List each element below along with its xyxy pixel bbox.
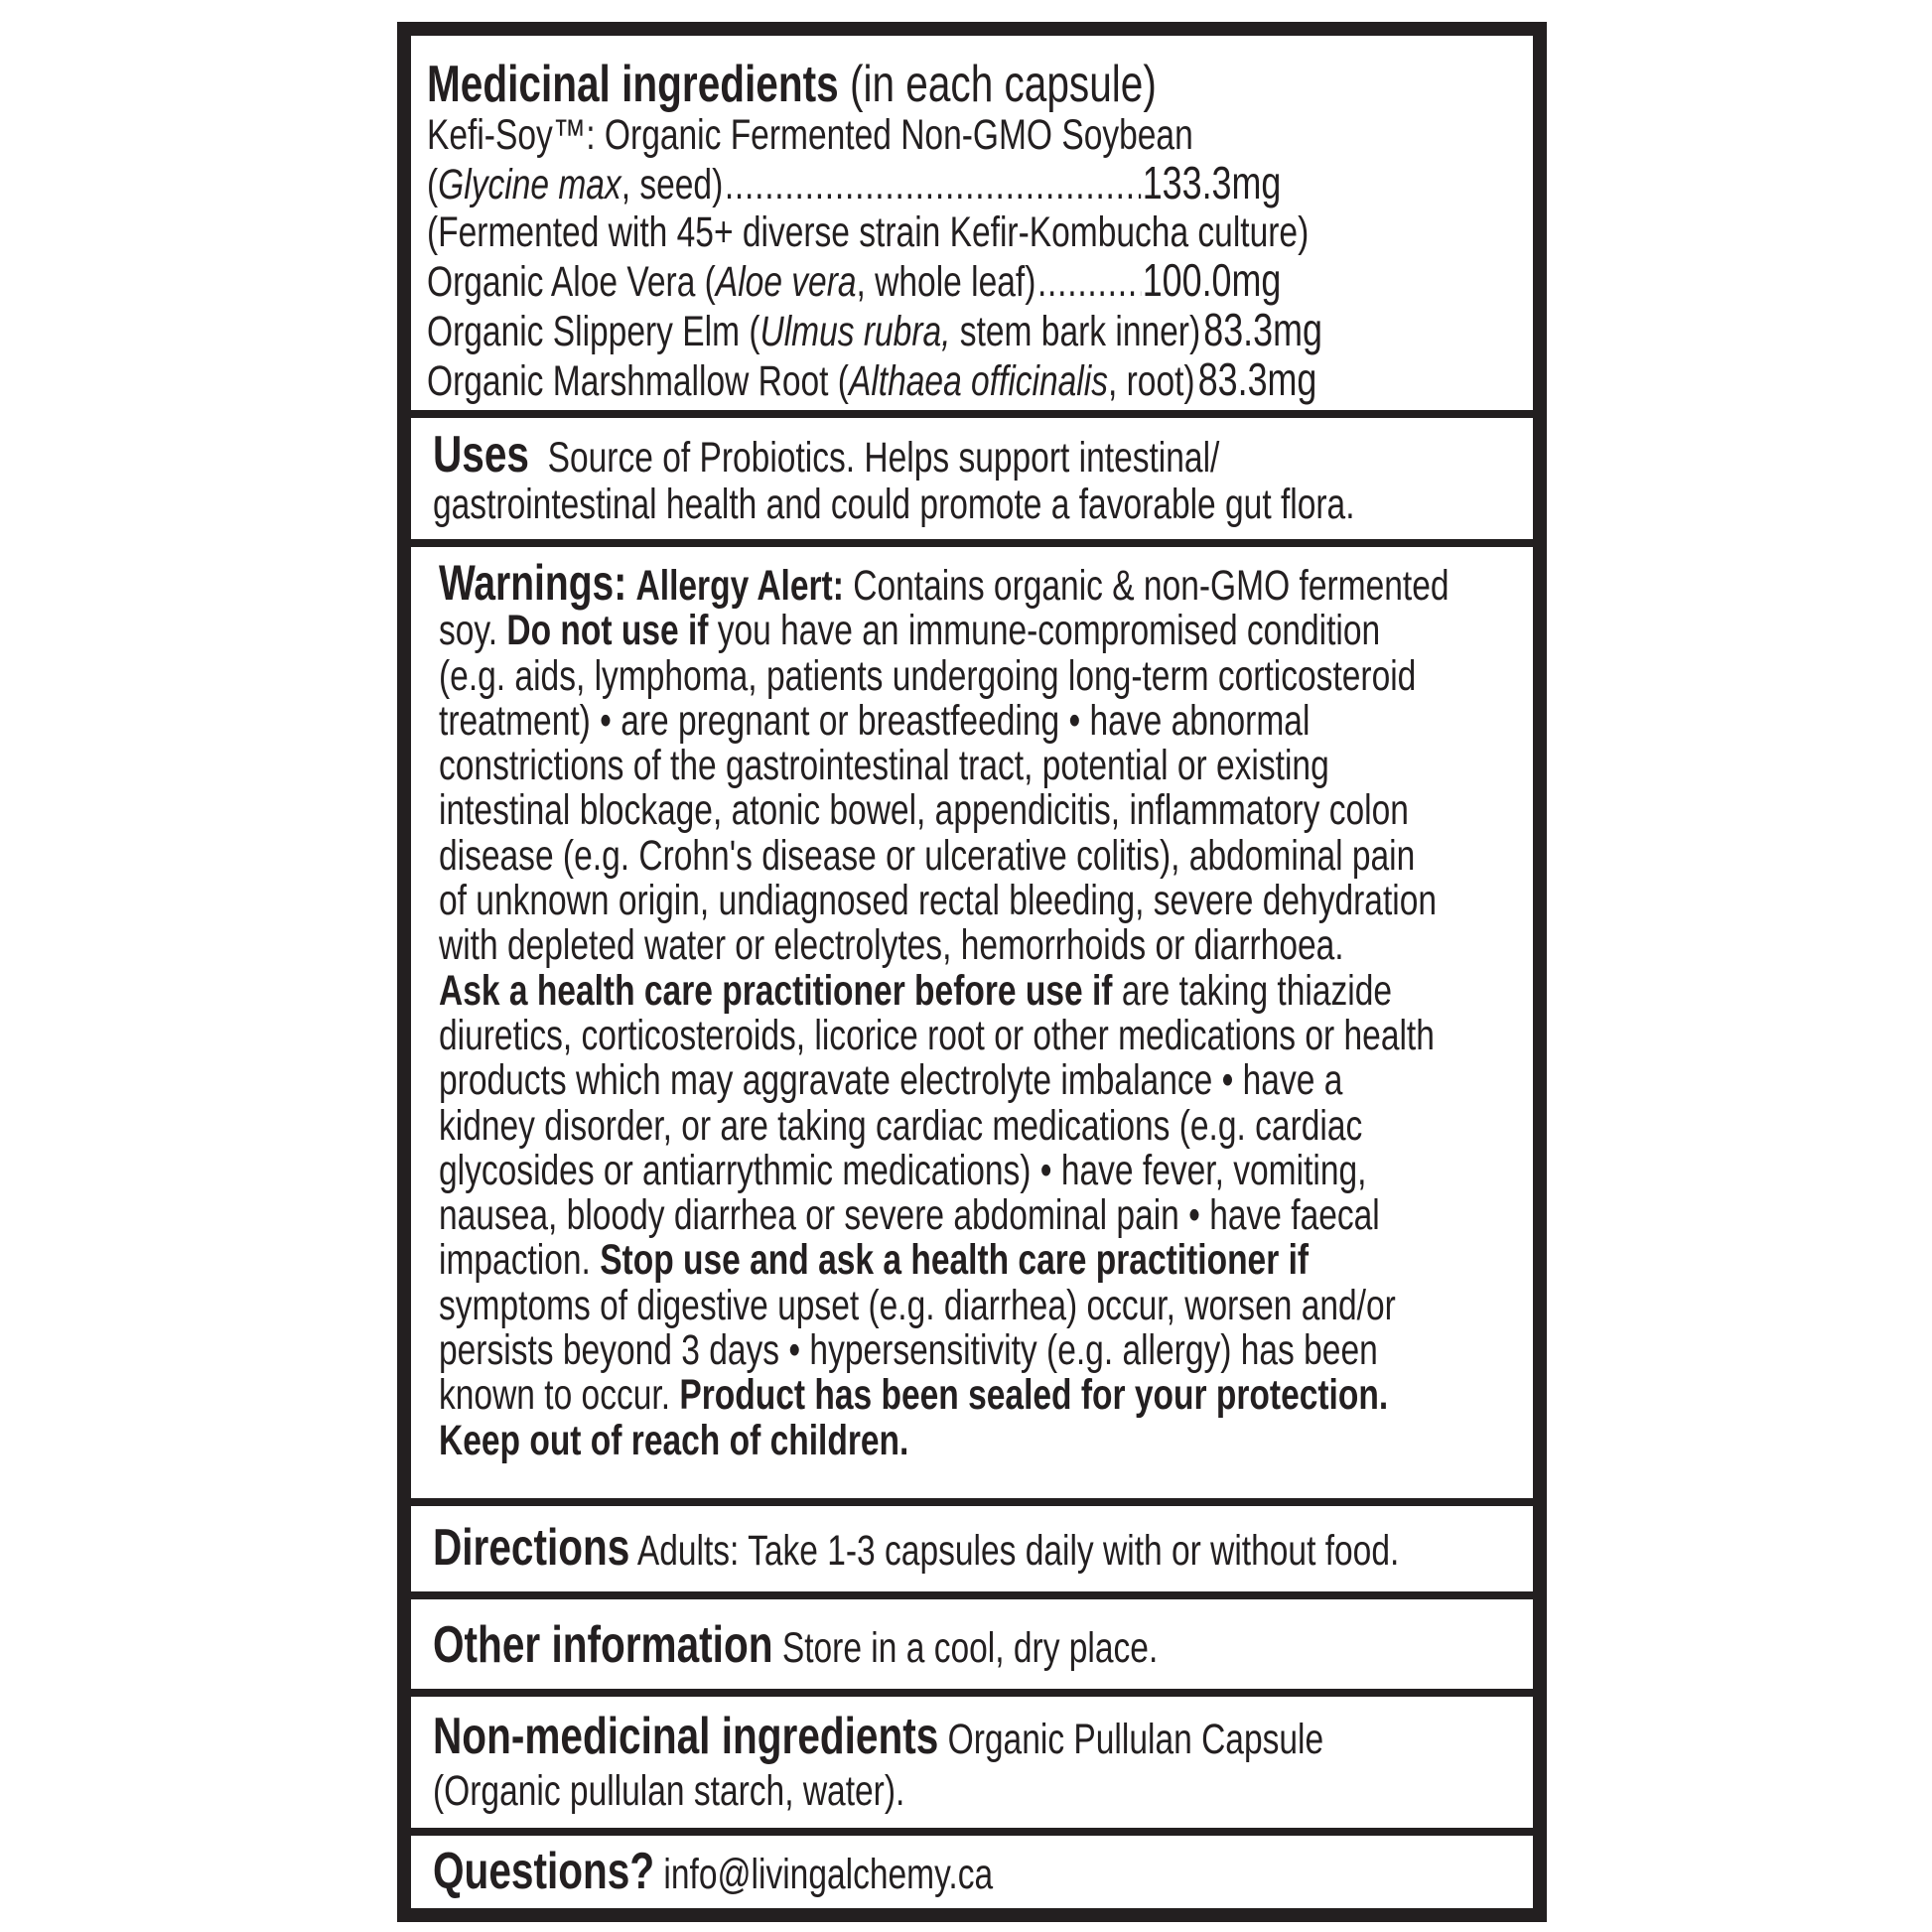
warnings-text: are taking thiazide <box>1121 966 1393 1015</box>
ingredient-row-aloe <box>427 256 1281 306</box>
warnings-line-18: persists beyond 3 days • hypersensitivity (e.g. allergy) has been <box>439 1326 1378 1375</box>
sealed-notice: Product has been sealed for your protection. <box>679 1371 1389 1420</box>
ingredient-part: , whole leaf) <box>856 258 1036 306</box>
uses-text-1: Source of Probiotics. Helps support intestinal/ <box>547 434 1220 482</box>
medicinal-ingredients-panel <box>411 36 1533 410</box>
contact-email[interactable]: info@livingalchemy.ca <box>663 1851 994 1898</box>
kefi-soy-line: Kefi-Soy™: Organic Fermented Non-GMO Soybean <box>427 111 1193 159</box>
uses-line-1 <box>433 426 1517 483</box>
warnings-line-4: treatment) • are pregnant or breastfeeding • have abnormal <box>439 696 1311 745</box>
warnings-line-9: with depleted water or electrolytes, hemorrhoids or diarrhoea. <box>439 921 1344 970</box>
warnings-line-17: symptoms of digestive upset (e.g. diarrhea) occur, worsen and/or <box>439 1281 1396 1329</box>
medicinal-heading-suffix: (in each capsule) <box>849 56 1157 113</box>
ingredient-part: , root) <box>1107 357 1195 405</box>
ingredient-row-marshmallow <box>427 353 1317 405</box>
warnings-line-5: constrictions of the gastrointestinal tract, potential or existing <box>439 742 1329 790</box>
paren: ( <box>427 161 439 208</box>
keep-out-of-reach: Keep out of reach of children. <box>439 1416 909 1464</box>
warnings-heading: Warnings: <box>439 555 627 611</box>
warnings-line-12: products which may aggravate electrolyte imbalance • have a <box>439 1056 1343 1105</box>
directions-panel <box>411 1506 1533 1591</box>
ingredient-amount: 100.0mg <box>1142 254 1282 306</box>
warnings-line-11: diuretics, corticosteroids, licorice root or other medications or health <box>439 1011 1435 1059</box>
other-information-panel <box>411 1599 1533 1689</box>
non-medicinal-heading: Non-medicinal ingredients <box>433 1708 939 1765</box>
non-medicinal-panel <box>411 1697 1533 1828</box>
questions-heading: Questions? <box>433 1843 655 1900</box>
latin-name: Althaea officinalis <box>848 357 1108 405</box>
ingredient-amount: 133.3mg <box>1142 157 1282 208</box>
medicinal-heading: Medicinal ingredients <box>427 56 839 113</box>
ask-practitioner-label: Ask a health care practitioner before use if <box>439 966 1113 1015</box>
latin-name: Aloe vera <box>715 258 857 306</box>
ingredient-name: Organic Aloe Vera ( <box>427 258 716 306</box>
warnings-line-3: (e.g. aids, lymphoma, patients undergoing long-term corticosteroid <box>439 651 1417 700</box>
warnings-text: soy. <box>439 607 498 655</box>
directions-line <box>433 1519 1517 1577</box>
warnings-line-14: glycosides or antiarrythmic medications) • have fever, vomiting, <box>439 1146 1367 1194</box>
questions-line <box>433 1843 1517 1900</box>
warnings-line-1 <box>439 555 1546 611</box>
warnings-panel <box>411 547 1533 1498</box>
directions-heading: Directions <box>433 1519 630 1577</box>
warnings-text: Contains organic & non-GMO fermented <box>853 562 1449 610</box>
uses-heading: Uses <box>433 426 529 483</box>
warnings-line-6: intestinal blockage, atonic bowel, appendicitis, inflammatory colon <box>439 786 1409 835</box>
latin-name: Glycine max <box>438 161 621 208</box>
warnings-line-13: kidney disorder, or are taking cardiac medications (e.g. cardiac <box>439 1101 1363 1150</box>
leader-dots <box>1037 258 1141 306</box>
fermentation-note: (Fermented with 45+ diverse strain Kefir-Kombucha culture) <box>427 208 1310 256</box>
warnings-line-8: of unknown origin, undiagnosed rectal bleeding, severe dehydration <box>439 877 1438 925</box>
stop-use-label: Stop use and ask a health care practitioner if <box>600 1236 1310 1285</box>
ingredient-part: stem bark inner) <box>950 308 1201 355</box>
warnings-text: you have an immune-compromised condition <box>717 607 1381 655</box>
other-information-heading: Other information <box>433 1616 773 1674</box>
directions-text: Adults: Take 1-3 capsules daily with or without food. <box>636 1527 1400 1575</box>
allergy-alert-label: Allergy Alert: <box>635 562 844 610</box>
ingredient-part: , seed) <box>621 161 724 208</box>
warnings-line-16 <box>439 1238 1546 1283</box>
warnings-line-10 <box>439 966 1546 1015</box>
latin-name: Ulmus rubra, <box>759 308 951 355</box>
warnings-line-2 <box>439 609 1546 653</box>
do-not-use-label: Do not use if <box>506 607 709 655</box>
ingredient-row-soybean <box>427 159 1281 208</box>
ingredient-name: Organic Marshmallow Root ( <box>427 357 849 405</box>
warnings-line-15: nausea, bloody diarrhea or severe abdominal pain • have faecal <box>439 1191 1380 1240</box>
uses-panel <box>411 418 1533 539</box>
warnings-line-19 <box>439 1373 1546 1418</box>
non-medicinal-line-1 <box>433 1708 1517 1765</box>
warnings-text: impaction. <box>439 1236 591 1285</box>
questions-panel <box>411 1836 1533 1908</box>
drug-facts-label <box>397 22 1547 1922</box>
non-medicinal-line-2: (Organic pullulan starch, water). <box>433 1767 905 1815</box>
other-line <box>433 1616 1517 1674</box>
non-medicinal-text: Organic Pullulan Capsule <box>947 1716 1324 1763</box>
warnings-text: known to occur. <box>439 1371 671 1420</box>
uses-text-2: gastrointestinal health and could promote a favorable gut flora. <box>433 481 1355 528</box>
ingredient-amount: 83.3mg <box>1203 304 1322 355</box>
other-information-text: Store in a cool, dry place. <box>781 1624 1159 1672</box>
ingredient-name: Organic Slippery Elm ( <box>427 308 760 355</box>
leader-dots <box>725 161 1141 208</box>
warnings-line-7: disease (e.g. Crohn's disease or ulcerative colitis), abdominal pain <box>439 831 1416 880</box>
ingredient-amount: 83.3mg <box>1197 353 1317 405</box>
ingredient-row-elm <box>427 304 1322 355</box>
medicinal-heading-line <box>427 58 1527 111</box>
